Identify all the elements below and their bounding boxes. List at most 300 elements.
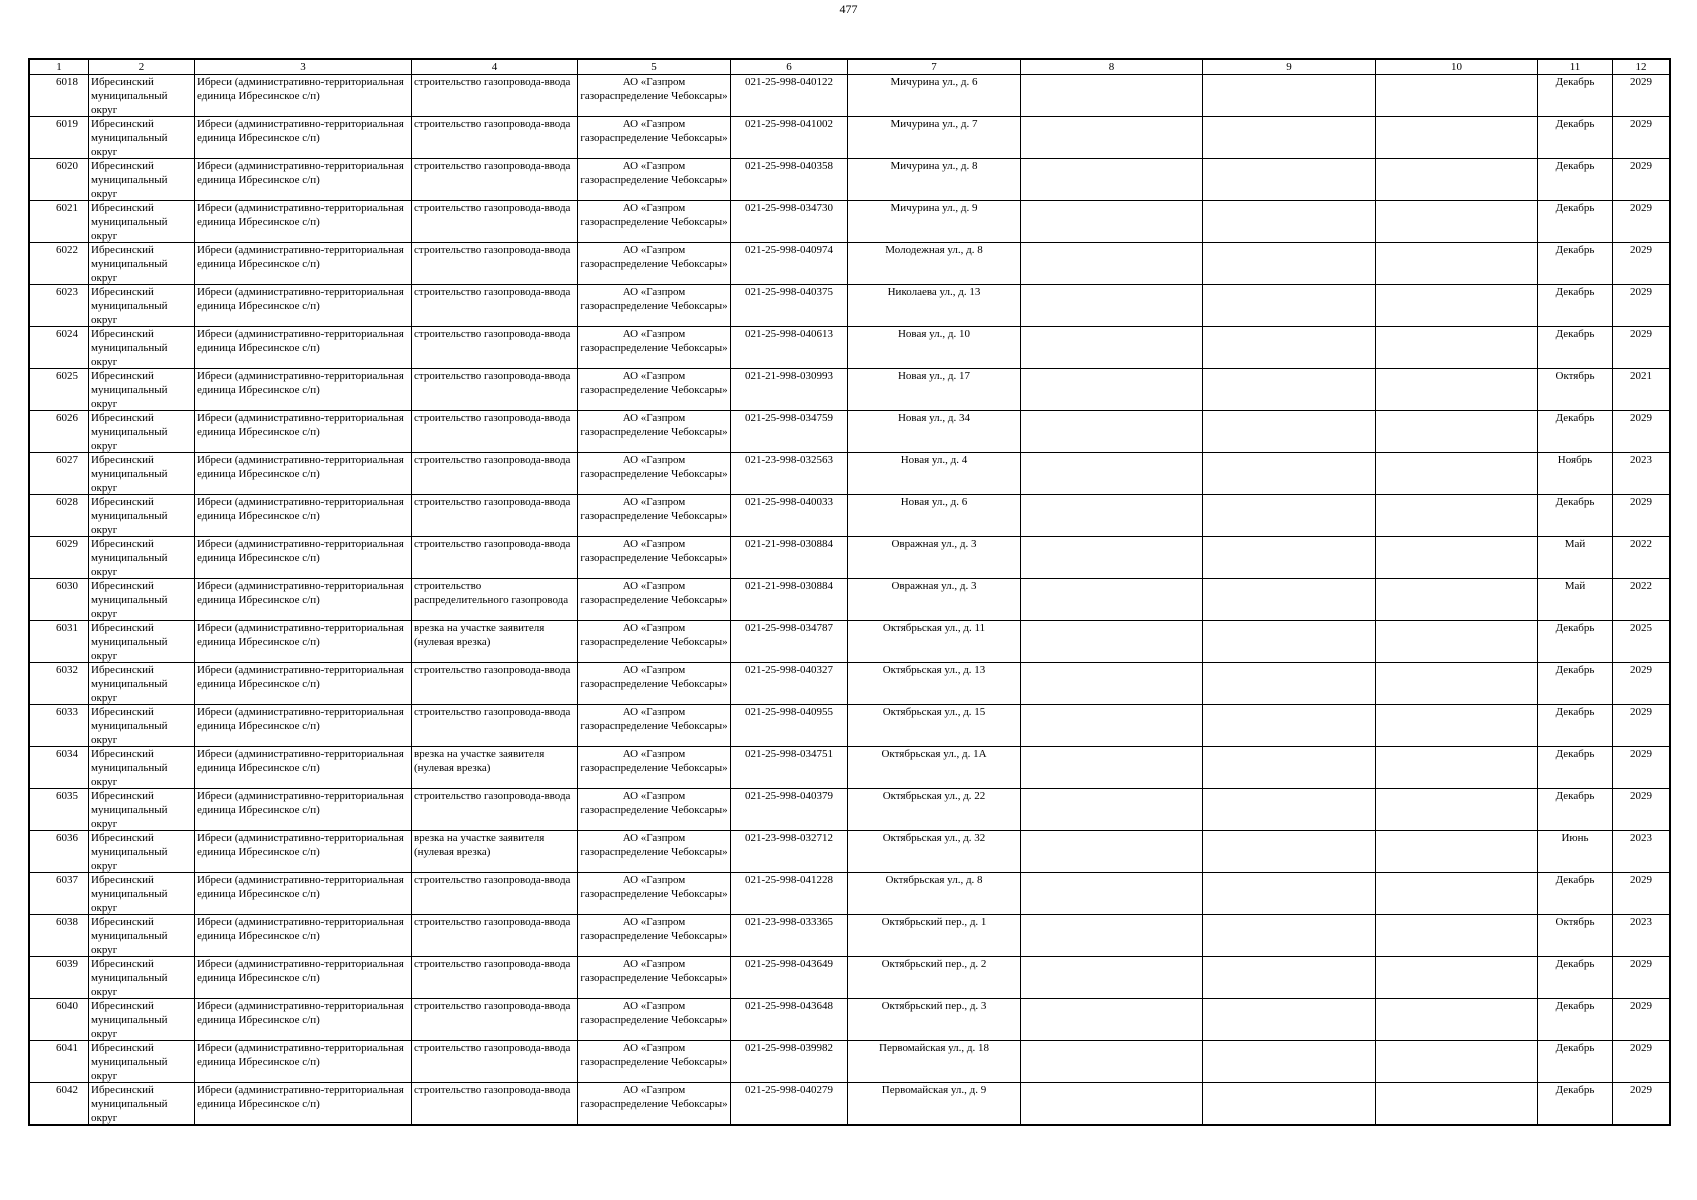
- column-9-cell: [1203, 789, 1376, 831]
- municipality-cell: [89, 831, 195, 873]
- month-cell-text: Декабрь: [1555, 1084, 1595, 1096]
- municipality-cell: [89, 579, 195, 621]
- organization-cell: [578, 747, 731, 789]
- organization-cell: [578, 663, 731, 705]
- month-cell: [1538, 747, 1613, 789]
- municipality-cell: [89, 999, 195, 1041]
- column-10-cell: [1376, 621, 1538, 663]
- year-cell: [1613, 285, 1670, 327]
- row-number-cell: [30, 243, 89, 285]
- row-number-cell: [30, 159, 89, 201]
- settlement-cell-text: Ибреси (административно-территориальная единица Ибресинское с/п): [197, 664, 404, 690]
- settlement-cell-text: Ибреси (административно-территориальная единица Ибресинское с/п): [197, 496, 404, 522]
- year-cell: [1613, 747, 1670, 789]
- organization-cell: [578, 705, 731, 747]
- month-cell-text: Декабрь: [1555, 76, 1595, 88]
- organization-cell-text: АО «Газпром газораспределение Чебоксары»: [580, 874, 728, 900]
- application-code-cell: [731, 201, 848, 243]
- application-code-cell-text: 021-23-998-032712: [745, 832, 833, 844]
- address-cell-text: Октябрьский пер., д. 2: [881, 958, 987, 970]
- column-10-cell: [1376, 537, 1538, 579]
- municipality-cell-text: Ибресинский муниципальный округ: [91, 916, 168, 956]
- year-cell: [1613, 327, 1670, 369]
- column-number-header: 8: [1021, 60, 1203, 75]
- column-number-header: 6: [731, 60, 848, 75]
- application-code-cell-text: 021-25-998-034730: [745, 202, 833, 214]
- row-number-cell-text: 6028: [56, 496, 78, 508]
- settlement-cell: [195, 75, 412, 117]
- application-code-cell: [731, 1041, 848, 1083]
- settlement-cell: [195, 453, 412, 495]
- settlement-cell-text: Ибреси (административно-территориальная единица Ибресинское с/п): [197, 790, 404, 816]
- address-cell: [848, 999, 1021, 1041]
- settlement-cell: [195, 747, 412, 789]
- column-9-cell: [1203, 201, 1376, 243]
- settlement-cell-text: Ибреси (административно-территориальная единица Ибресинское с/п): [197, 874, 404, 900]
- address-cell: [848, 495, 1021, 537]
- row-number-cell: [30, 873, 89, 915]
- application-code-cell: [731, 705, 848, 747]
- row-number-cell: [30, 705, 89, 747]
- work-type-cell-text: строительство газопровода-ввода: [414, 412, 571, 424]
- month-cell: [1538, 117, 1613, 159]
- application-code-cell-text: 021-21-998-030884: [745, 580, 833, 592]
- municipality-cell-text: Ибресинский муниципальный округ: [91, 118, 168, 158]
- application-code-cell: [731, 747, 848, 789]
- row-number-cell-text: 6042: [56, 1084, 78, 1096]
- organization-cell: [578, 117, 731, 159]
- municipality-cell-text: Ибресинский муниципальный округ: [91, 370, 168, 410]
- column-8-cell: [1021, 579, 1203, 621]
- year-cell: [1613, 873, 1670, 915]
- column-9-cell: [1203, 117, 1376, 159]
- row-number-cell: [30, 621, 89, 663]
- column-8-cell: [1021, 201, 1203, 243]
- column-10-cell: [1376, 915, 1538, 957]
- application-code-cell: [731, 495, 848, 537]
- municipality-cell-text: Ибресинский муниципальный округ: [91, 748, 168, 788]
- organization-cell: [578, 285, 731, 327]
- work-type-cell: [412, 915, 578, 957]
- row-number-cell-text: 6031: [56, 622, 78, 634]
- table-row: [30, 75, 1670, 117]
- settlement-cell-text: Ибреси (административно-территориальная единица Ибресинское с/п): [197, 622, 404, 648]
- municipality-cell-text: Ибресинский муниципальный округ: [91, 496, 168, 536]
- settlement-cell: [195, 117, 412, 159]
- row-number-cell: [30, 453, 89, 495]
- table-row: [30, 579, 1670, 621]
- row-number-cell-text: 6018: [56, 76, 78, 88]
- organization-cell-text: АО «Газпром газораспределение Чебоксары»: [580, 1084, 728, 1110]
- month-cell-text: Декабрь: [1555, 1000, 1595, 1012]
- month-cell: [1538, 285, 1613, 327]
- organization-cell: [578, 999, 731, 1041]
- address-cell: [848, 1083, 1021, 1125]
- municipality-cell: [89, 957, 195, 999]
- work-type-cell: [412, 327, 578, 369]
- address-cell-text: Октябрьская ул., д. 8: [885, 874, 983, 886]
- row-number-cell-text: 6033: [56, 706, 78, 718]
- municipality-cell: [89, 915, 195, 957]
- column-8-cell: [1021, 621, 1203, 663]
- application-code-cell: [731, 537, 848, 579]
- address-cell-text: Мичурина ул., д. 7: [890, 118, 978, 130]
- column-8-cell: [1021, 915, 1203, 957]
- work-type-cell-text: строительство газопровода-ввода: [414, 790, 571, 802]
- row-number-cell: [30, 117, 89, 159]
- column-8-cell: [1021, 117, 1203, 159]
- work-type-cell-text: строительство газопровода-ввода: [414, 118, 571, 130]
- column-10-cell: [1376, 243, 1538, 285]
- table-row: [30, 831, 1670, 873]
- settlement-cell: [195, 957, 412, 999]
- column-10-cell: [1376, 327, 1538, 369]
- organization-cell-text: АО «Газпром газораспределение Чебоксары»: [580, 958, 728, 984]
- organization-cell-text: АО «Газпром газораспределение Чебоксары»: [580, 832, 728, 858]
- address-cell: [848, 1041, 1021, 1083]
- month-cell-text: Октябрь: [1555, 916, 1595, 928]
- column-number-header: 3: [195, 60, 412, 75]
- month-cell-text: Май: [1564, 580, 1586, 592]
- column-10-cell: [1376, 159, 1538, 201]
- column-10-cell: [1376, 663, 1538, 705]
- municipality-cell: [89, 327, 195, 369]
- address-cell: [848, 537, 1021, 579]
- work-type-cell: [412, 1041, 578, 1083]
- address-cell-text: Октябрьская ул., д. 22: [882, 790, 986, 802]
- row-number-cell-text: 6020: [56, 160, 78, 172]
- year-cell-text: 2029: [1630, 1084, 1652, 1096]
- municipality-cell-text: Ибресинский муниципальный округ: [91, 454, 168, 494]
- row-number-cell-text: 6029: [56, 538, 78, 550]
- year-cell: [1613, 705, 1670, 747]
- year-cell-text: 2022: [1630, 580, 1652, 592]
- column-number-header: 11: [1538, 60, 1613, 75]
- settlement-cell: [195, 1041, 412, 1083]
- settlement-cell-text: Ибреси (административно-территориальная единица Ибресинское с/п): [197, 412, 404, 438]
- address-cell-text: Мичурина ул., д. 6: [890, 76, 978, 88]
- table-row: [30, 495, 1670, 537]
- year-cell-text: 2029: [1630, 748, 1652, 760]
- application-code-cell-text: 021-25-998-034751: [745, 748, 833, 760]
- municipality-cell-text: Ибресинский муниципальный округ: [91, 958, 168, 998]
- column-8-cell: [1021, 495, 1203, 537]
- column-10-cell: [1376, 579, 1538, 621]
- organization-cell: [578, 201, 731, 243]
- settlement-cell: [195, 873, 412, 915]
- year-cell: [1613, 1041, 1670, 1083]
- row-number-cell: [30, 327, 89, 369]
- address-cell: [848, 243, 1021, 285]
- month-cell: [1538, 75, 1613, 117]
- year-cell: [1613, 999, 1670, 1041]
- work-type-cell-text: врезка на участке заявителя (нулевая врезка): [414, 622, 545, 648]
- work-type-cell: [412, 495, 578, 537]
- application-code-cell: [731, 873, 848, 915]
- column-8-cell: [1021, 957, 1203, 999]
- work-type-cell-text: строительство газопровода-ввода: [414, 286, 571, 298]
- municipality-cell: [89, 663, 195, 705]
- application-code-cell-text: 021-25-998-039982: [745, 1042, 833, 1054]
- column-number-header: 12: [1613, 60, 1670, 75]
- column-10-cell: [1376, 747, 1538, 789]
- application-code-cell: [731, 1083, 848, 1125]
- address-cell-text: Октябрьская ул., д. 11: [882, 622, 986, 634]
- table-row: [30, 327, 1670, 369]
- application-code-cell: [731, 369, 848, 411]
- work-type-cell: [412, 117, 578, 159]
- month-cell: [1538, 789, 1613, 831]
- settlement-cell: [195, 243, 412, 285]
- year-cell-text: 2029: [1630, 118, 1652, 130]
- year-cell-text: 2025: [1630, 622, 1652, 634]
- row-number-cell-text: 6025: [56, 370, 78, 382]
- column-9-cell: [1203, 957, 1376, 999]
- row-number-cell: [30, 747, 89, 789]
- settlement-cell-text: Ибреси (административно-территориальная единица Ибресинское с/п): [197, 916, 404, 942]
- organization-cell: [578, 579, 731, 621]
- organization-cell-text: АО «Газпром газораспределение Чебоксары»: [580, 412, 728, 438]
- month-cell-text: Ноябрь: [1557, 454, 1593, 466]
- year-cell-text: 2029: [1630, 1042, 1652, 1054]
- municipality-cell-text: Ибресинский муниципальный округ: [91, 328, 168, 368]
- address-cell: [848, 201, 1021, 243]
- month-cell-text: Декабрь: [1555, 664, 1595, 676]
- month-cell-text: Декабрь: [1555, 790, 1595, 802]
- row-number-cell-text: 6036: [56, 832, 78, 844]
- organization-cell: [578, 411, 731, 453]
- year-cell-text: 2029: [1630, 202, 1652, 214]
- row-number-cell: [30, 957, 89, 999]
- settlement-cell: [195, 285, 412, 327]
- row-number-cell: [30, 789, 89, 831]
- table-row: [30, 915, 1670, 957]
- application-code-cell-text: 021-21-998-030993: [745, 370, 833, 382]
- address-cell: [848, 831, 1021, 873]
- row-number-cell-text: 6019: [56, 118, 78, 130]
- month-cell-text: Декабрь: [1555, 160, 1595, 172]
- settlement-cell-text: Ибреси (административно-территориальная единица Ибресинское с/п): [197, 286, 404, 312]
- work-type-cell-text: строительство газопровода-ввода: [414, 874, 571, 886]
- month-cell: [1538, 831, 1613, 873]
- column-8-cell: [1021, 75, 1203, 117]
- address-cell: [848, 621, 1021, 663]
- month-cell-text: Декабрь: [1555, 412, 1595, 424]
- organization-cell-text: АО «Газпром газораспределение Чебоксары»: [580, 370, 728, 396]
- column-8-cell: [1021, 537, 1203, 579]
- row-number-cell-text: 6023: [56, 286, 78, 298]
- work-type-cell: [412, 663, 578, 705]
- work-type-cell: [412, 747, 578, 789]
- municipality-cell: [89, 117, 195, 159]
- column-8-cell: [1021, 1083, 1203, 1125]
- month-cell: [1538, 705, 1613, 747]
- row-number-cell: [30, 831, 89, 873]
- application-code-cell: [731, 663, 848, 705]
- address-cell-text: Октябрьская ул., д. 13: [882, 664, 986, 676]
- month-cell: [1538, 579, 1613, 621]
- address-cell-text: Молодежная ул., д. 8: [885, 244, 983, 256]
- address-cell-text: Овражная ул., д. 3: [891, 538, 977, 550]
- settlement-cell: [195, 915, 412, 957]
- column-9-cell: [1203, 75, 1376, 117]
- address-cell: [848, 957, 1021, 999]
- month-cell: [1538, 621, 1613, 663]
- address-cell-text: Октябрьская ул., д. 15: [882, 706, 986, 718]
- application-code-cell-text: 021-21-998-030884: [745, 538, 833, 550]
- organization-cell: [578, 453, 731, 495]
- organization-cell-text: АО «Газпром газораспределение Чебоксары»: [580, 244, 728, 270]
- address-cell: [848, 789, 1021, 831]
- application-code-cell: [731, 285, 848, 327]
- year-cell-text: 2029: [1630, 244, 1652, 256]
- work-type-cell: [412, 285, 578, 327]
- application-code-cell-text: 021-25-998-043648: [745, 1000, 833, 1012]
- year-cell-text: 2022: [1630, 538, 1652, 550]
- work-type-cell-text: строительство газопровода-ввода: [414, 1042, 571, 1054]
- work-type-cell-text: строительство газопровода-ввода: [414, 1084, 571, 1096]
- application-code-cell-text: 021-25-998-040358: [745, 160, 833, 172]
- month-cell: [1538, 159, 1613, 201]
- settlement-cell-text: Ибреси (административно-территориальная единица Ибресинское с/п): [197, 748, 404, 774]
- table-row: [30, 705, 1670, 747]
- work-type-cell: [412, 957, 578, 999]
- address-cell-text: Новая ул., д. 4: [900, 454, 968, 466]
- column-8-cell: [1021, 1041, 1203, 1083]
- row-number-cell: [30, 915, 89, 957]
- column-8-cell: [1021, 663, 1203, 705]
- work-type-cell: [412, 411, 578, 453]
- row-number-cell-text: 6040: [56, 1000, 78, 1012]
- work-type-cell: [412, 705, 578, 747]
- table-row: [30, 285, 1670, 327]
- settlement-cell-text: Ибреси (административно-территориальная единица Ибресинское с/п): [197, 160, 404, 186]
- column-8-cell: [1021, 285, 1203, 327]
- year-cell: [1613, 915, 1670, 957]
- year-cell: [1613, 1083, 1670, 1125]
- column-8-cell: [1021, 327, 1203, 369]
- column-10-cell: [1376, 1041, 1538, 1083]
- row-number-cell: [30, 201, 89, 243]
- column-9-cell: [1203, 705, 1376, 747]
- column-9-cell: [1203, 285, 1376, 327]
- year-cell: [1613, 453, 1670, 495]
- month-cell-text: Декабрь: [1555, 202, 1595, 214]
- table-row: [30, 117, 1670, 159]
- year-cell: [1613, 789, 1670, 831]
- work-type-cell-text: строительство газопровода-ввода: [414, 958, 571, 970]
- month-cell: [1538, 201, 1613, 243]
- table-row: [30, 621, 1670, 663]
- address-cell-text: Новая ул., д. 6: [900, 496, 968, 508]
- column-number-header: 10: [1376, 60, 1538, 75]
- table-row: [30, 1041, 1670, 1083]
- row-number-cell: [30, 1083, 89, 1125]
- table-row: [30, 537, 1670, 579]
- work-type-cell: [412, 159, 578, 201]
- month-cell-text: Декабрь: [1555, 244, 1595, 256]
- municipality-cell: [89, 705, 195, 747]
- column-8-cell: [1021, 411, 1203, 453]
- work-type-cell-text: строительство газопровода-ввода: [414, 706, 571, 718]
- year-cell-text: 2023: [1630, 916, 1652, 928]
- settlement-cell: [195, 537, 412, 579]
- organization-cell: [578, 1083, 731, 1125]
- address-cell: [848, 117, 1021, 159]
- year-cell-text: 2029: [1630, 1000, 1652, 1012]
- table-row: [30, 453, 1670, 495]
- municipality-cell-text: Ибресинский муниципальный округ: [91, 160, 168, 200]
- municipality-cell-text: Ибресинский муниципальный округ: [91, 874, 168, 914]
- table-row: [30, 873, 1670, 915]
- municipality-cell-text: Ибресинский муниципальный округ: [91, 580, 168, 620]
- application-code-cell: [731, 327, 848, 369]
- year-cell: [1613, 957, 1670, 999]
- month-cell: [1538, 663, 1613, 705]
- application-code-cell-text: 021-25-998-040379: [745, 790, 833, 802]
- month-cell: [1538, 1041, 1613, 1083]
- work-type-cell-text: строительство газопровода-ввода: [414, 916, 571, 928]
- municipality-cell-text: Ибресинский муниципальный округ: [91, 790, 168, 830]
- organization-cell-text: АО «Газпром газораспределение Чебоксары»: [580, 748, 728, 774]
- settlement-cell: [195, 579, 412, 621]
- row-number-cell-text: 6037: [56, 874, 78, 886]
- application-code-cell-text: 021-25-998-043649: [745, 958, 833, 970]
- month-cell-text: Май: [1564, 538, 1586, 550]
- application-code-cell: [731, 789, 848, 831]
- year-cell-text: 2029: [1630, 286, 1652, 298]
- month-cell-text: Октябрь: [1555, 370, 1595, 382]
- work-type-cell-text: строительство распределительного газопровода: [414, 580, 569, 606]
- year-cell: [1613, 495, 1670, 537]
- application-code-cell-text: 021-25-998-040613: [745, 328, 833, 340]
- year-cell-text: 2023: [1630, 832, 1652, 844]
- application-code-cell: [731, 621, 848, 663]
- column-number-header: 2: [89, 60, 195, 75]
- month-cell: [1538, 453, 1613, 495]
- municipality-cell: [89, 495, 195, 537]
- column-9-cell: [1203, 621, 1376, 663]
- row-number-cell-text: 6039: [56, 958, 78, 970]
- organization-cell: [578, 369, 731, 411]
- settlement-cell-text: Ибреси (административно-территориальная единица Ибресинское с/п): [197, 454, 404, 480]
- settlement-cell: [195, 369, 412, 411]
- work-type-cell-text: строительство газопровода-ввода: [414, 76, 571, 88]
- month-cell-text: Декабрь: [1555, 328, 1595, 340]
- month-cell: [1538, 411, 1613, 453]
- year-cell: [1613, 831, 1670, 873]
- settlement-cell: [195, 663, 412, 705]
- year-cell-text: 2029: [1630, 958, 1652, 970]
- application-code-cell: [731, 243, 848, 285]
- address-cell-text: Мичурина ул., д. 8: [890, 160, 978, 172]
- organization-cell-text: АО «Газпром газораспределение Чебоксары»: [580, 118, 728, 144]
- row-number-cell: [30, 411, 89, 453]
- organization-cell: [578, 1041, 731, 1083]
- column-9-cell: [1203, 411, 1376, 453]
- municipality-cell: [89, 243, 195, 285]
- column-9-cell: [1203, 159, 1376, 201]
- settlement-cell: [195, 495, 412, 537]
- row-number-cell-text: 6035: [56, 790, 78, 802]
- column-9-cell: [1203, 747, 1376, 789]
- year-cell: [1613, 243, 1670, 285]
- settlement-cell: [195, 705, 412, 747]
- table-row: [30, 159, 1670, 201]
- address-cell-text: Октябрьский пер., д. 1: [881, 916, 987, 928]
- municipality-cell-text: Ибресинский муниципальный округ: [91, 244, 168, 284]
- table-row: [30, 957, 1670, 999]
